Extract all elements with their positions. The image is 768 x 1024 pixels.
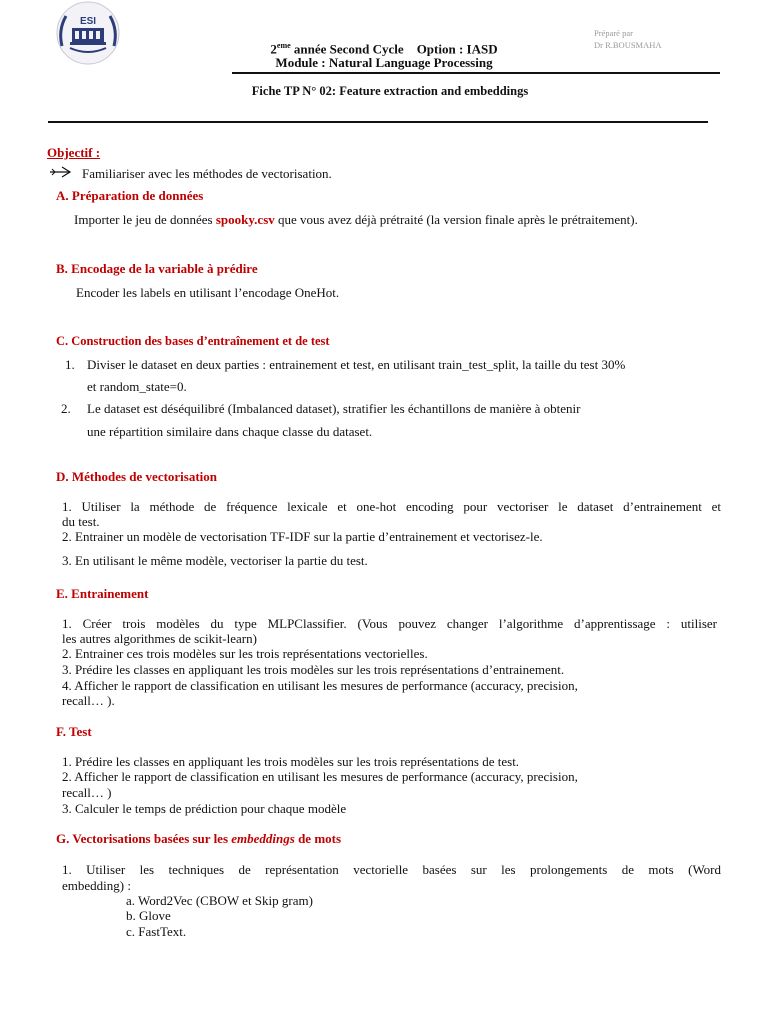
section-d-item3: 3. En utilisant le même modèle, vectoriser la partie du test. xyxy=(62,553,368,568)
section-f-item3: 3. Calculer le temps de prédiction pour chaque modèle xyxy=(62,801,347,816)
objectif-text: Familiariser avec les méthodes de vectorisation. xyxy=(82,166,332,181)
prepared-by-label: Préparé par xyxy=(594,28,633,38)
title-divider xyxy=(48,121,708,123)
section-e-item1-line1: 1. Créer trois modèles du type MLPClassifier. (Vous pouvez changer l’algorithme d’apprentissage : utiliser xyxy=(62,616,717,631)
section-c-item2-line2: une répartition similaire dans chaque classe du dataset. xyxy=(87,424,373,439)
section-d-item2: 2. Entrainer un modèle de vectorisation TF-IDF sur la partie d’entrainement et vectorisez-le. xyxy=(62,529,543,544)
section-e-item1-line2: les autres algorithmes de scikit-learn) xyxy=(62,631,257,646)
section-e-item4-line1: 4. Afficher le rapport de classification en utilisant les mesures de performance (accuracy, precision, xyxy=(62,678,578,693)
section-d-title: D. Méthodes de vectorisation xyxy=(56,469,218,484)
section-c-item2-num: 2. xyxy=(61,401,71,416)
section-b-title: B. Encodage de la variable à prédire xyxy=(56,261,258,276)
file-name: spooky.csv xyxy=(215,212,275,227)
section-e-item3: 3. Prédire les classes en appliquant les trois modèles sur les trois représentations d’entrainement. xyxy=(62,662,565,677)
section-g-title: G. Vectorisations basées sur les embeddings de mots xyxy=(56,831,342,846)
section-c-item1-line2: et random_state=0. xyxy=(87,379,187,394)
section-c-item1-num: 1. xyxy=(65,357,75,372)
section-c-title: C. Construction des bases d’entraînement et de test xyxy=(56,334,330,348)
section-d-item1-line1: 1. Utiliser la méthode de fréquence lexicale et one-hot encoding pour vectoriser le dataset d’entrainement et xyxy=(62,499,721,514)
section-f-title: F. Test xyxy=(56,724,92,739)
section-f-item1: 1. Prédire les classes en appliquant les trois modèles sur les trois représentations de test. xyxy=(62,754,520,769)
section-a-text: Importer le jeu de données spooky.csv que vous avez déjà prétraité (la version finale après le prétraitement). xyxy=(74,212,638,227)
header-year-option: 2eme année Second Cycle Option : IASD xyxy=(270,41,498,57)
section-e-title: E. Entrainement xyxy=(56,586,149,601)
section-e-item2: 2. Entrainer ces trois modèles sur les trois représentations vectorielles. xyxy=(62,646,428,661)
header-module: Module : Natural Language Processing xyxy=(275,55,493,70)
section-a-title: A. Préparation de données xyxy=(56,188,204,203)
section-c-item1-line1: Diviser le dataset en deux parties : entrainement et test, en utilisant train_test_split, la taille du test 30% xyxy=(87,357,626,372)
section-e-item4-line2: recall… ). xyxy=(62,693,115,708)
section-c-item2-line1: Le dataset est déséquilibré (Imbalanced dataset), stratifier les échantillons de manière à obtenir xyxy=(87,401,581,416)
header-divider xyxy=(232,72,720,74)
arrow-right-icon xyxy=(48,165,74,179)
section-g-sub-c: c. FastText. xyxy=(126,924,187,939)
section-g-sub-a: a. Word2Vec (CBOW et Skip gram) xyxy=(126,893,313,908)
objectif-label: Objectif : xyxy=(47,145,101,160)
fiche-title: Fiche TP N° 02: Feature extraction and embeddings xyxy=(251,84,529,98)
section-f-item2-line2: recall… ) xyxy=(62,785,112,800)
section-d-item1-line2: du test. xyxy=(62,514,100,529)
section-b-text: Encoder les labels en utilisant l’encodage OneHot. xyxy=(76,285,340,300)
section-g-item1-line1: 1. Utiliser les techniques de représentation vectorielle basées sur les prolongements de mots (Word xyxy=(62,862,721,877)
prepared-by-name: Dr R.BOUSMAHA xyxy=(594,40,662,50)
section-g-item1-line2: embedding) : xyxy=(62,878,131,893)
section-g-sub-b: b. Glove xyxy=(126,908,171,923)
section-f-item2-line1: 2. Afficher le rapport de classification en utilisant les mesures de performance (accuracy, precision, xyxy=(62,769,578,784)
svg-text:ESI: ESI xyxy=(79,16,97,27)
